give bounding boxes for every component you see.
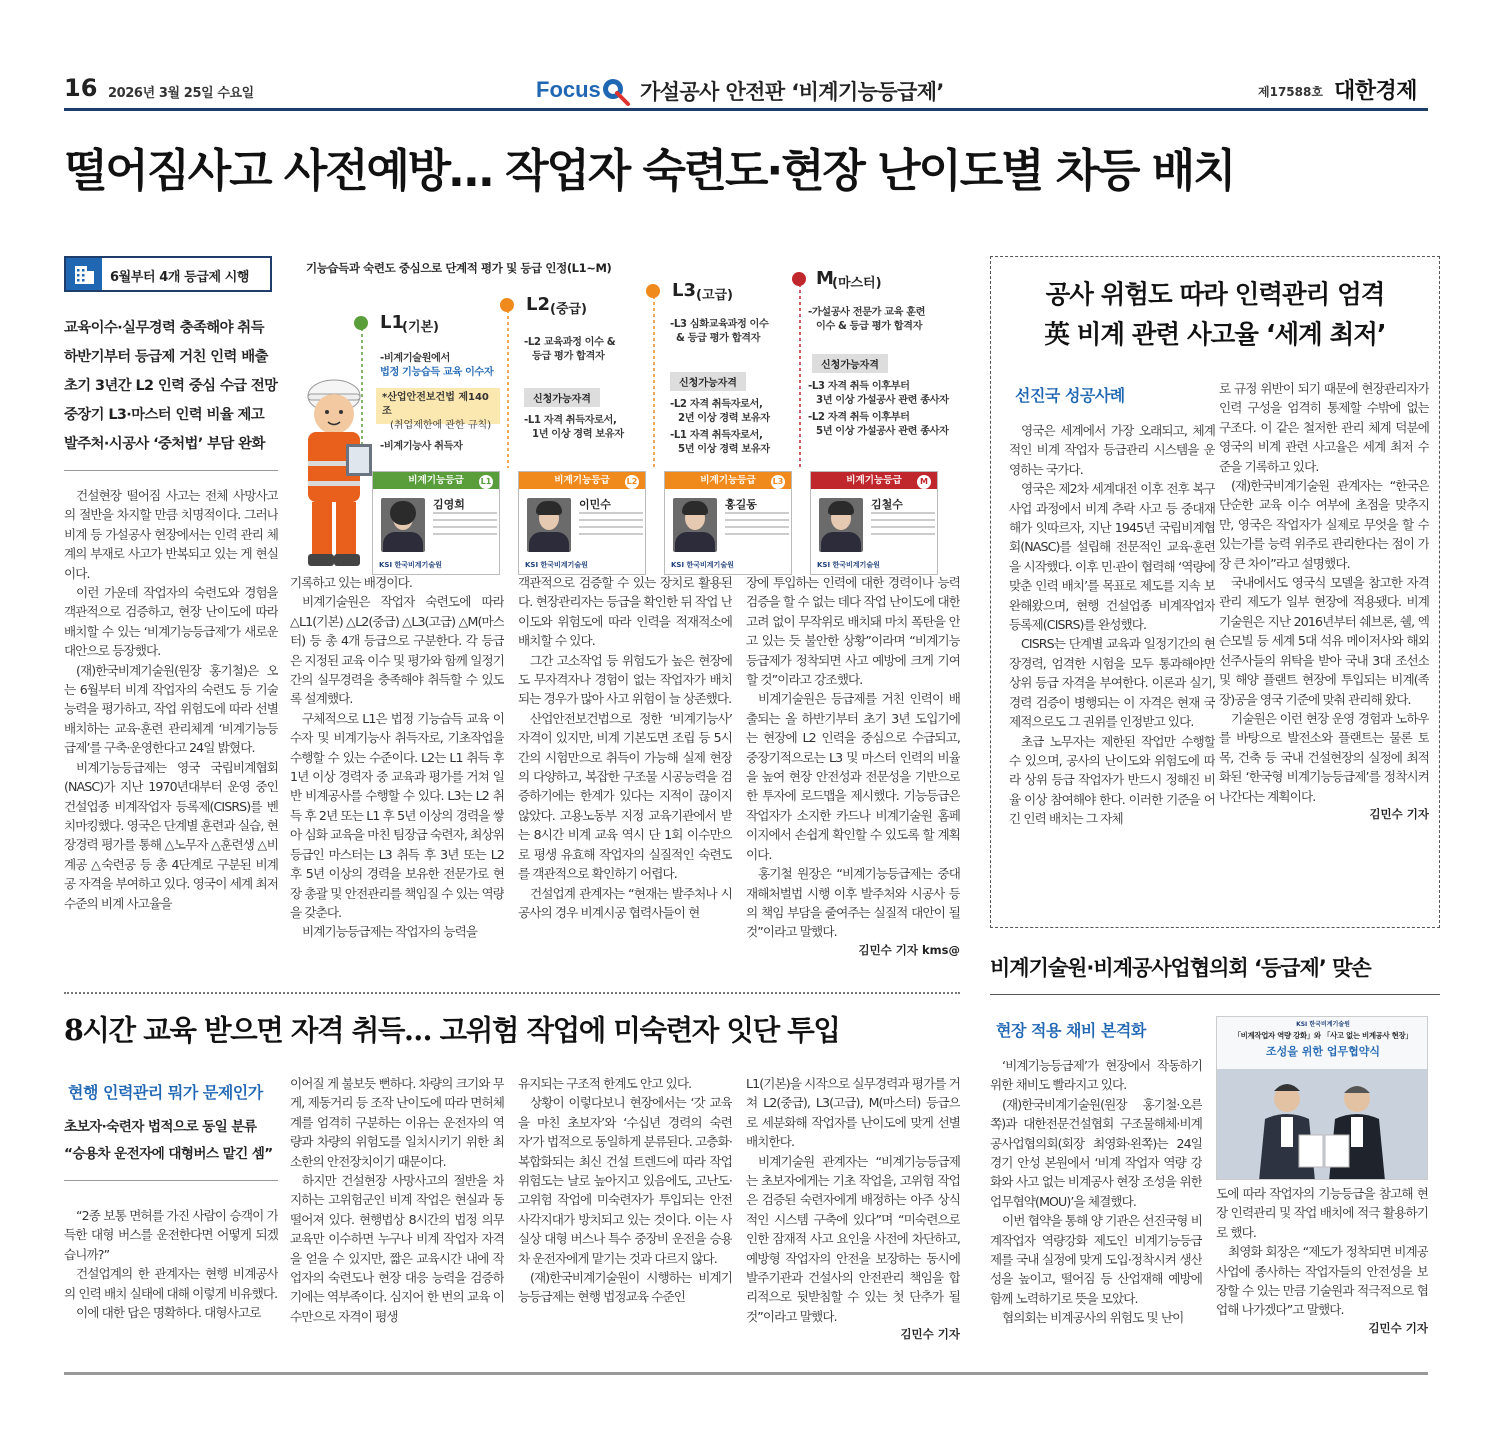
second-article-headline: 8시간 교육 받으면 자격 취득… 고위험 작업에 미숙련자 잇단 투입 — [64, 1013, 840, 1047]
card-badge: L2 — [625, 475, 639, 489]
issue-date: 2026년 3월 25일 수요일 — [108, 86, 254, 101]
photo-banner: KSI 한국비계기술원 「비계작업자 역량 강화」와 「사고 없는 비계공사 현장」 조성을 위한 업무협약식 — [1217, 1017, 1428, 1069]
level-code: M — [816, 268, 834, 289]
main-headline: 떨어짐사고 사전예방… 작업자 숙련도·현장 난이도별 차등 배치 — [64, 144, 1235, 197]
id-card-m — [810, 471, 938, 575]
card-name: 김철수 — [871, 498, 903, 511]
card-footer: KSI 한국비계기술원 — [379, 561, 442, 569]
uk-article-col2: 로 규정 위반이 되기 때문에 현장관리자가 인력 구성을 엄격히 통제할 수밖에 없는 구조다. 이 같은 철저한 관리 체계 덕분에 영국의 비계 관련 사고율은 세계 최저 수준을 기록하고 있다. (재)한국비계기술원 관계자는 “한국은 단순한 교육 이수 여부에 초점을 맞추지만, 영국은 작업자가 실제로 무엇을 할 수 있는가를 능력 위주로 관리한다는 점이 가장 큰 차이”라고 설명했다. 국내에서도 영국식 모델을 참고한 자격관리 제도가 일부 현장에 적용됐다. 비계기술원은 지난 2016년부터 쉐브론, 쉘, 엑슨모빌 등 세계 5대 석유 메이저사와 해외 선주사들의 위탁을 받아 국내 3대 조선소 및 해양 플랜트 현장에 투입되는 비계(족장)공을 영국 기준에 맞춰 관리해 왔다. 기술원은 이런 현장 운영 경험과 노하우를 바탕으로 발전소와 플랜트는 물론 토목, 건축 등 국내 건설현장의 실정에 최적화된 ‘한국형 비계기능등급제’를 정착시켜 나간다는 계획이다. 김민수 기자 — [1219, 381, 1429, 821]
section-logo: Focus — [536, 77, 601, 102]
card-header: 비계기능등급 — [665, 472, 791, 489]
section-label-text: 6월부터 4개 등급제 시행 — [110, 270, 250, 285]
level-code: L1 — [380, 312, 404, 333]
second-article-divider — [64, 992, 960, 994]
deck-line: 중장기 L3·마스터 인력 비율 제고 — [64, 407, 265, 423]
mou-article-col2: 도에 따라 작업자의 기능등급을 참고해 현장 인력관리 및 작업 배치에 적극 활용하기로 했다. 최영화 회장은 “제도가 정착되면 비계공사업에 종사하는 작업자들의 안전성을 보장할 수 있는 만큼 기술원과 적극적으로 협업해 나가겠다”고 말했다. 김민수 기자 — [1216, 1186, 1428, 1335]
deck-line: 하반기부터 등급제 거친 인력 배출 — [64, 349, 268, 365]
uk-article-box — [990, 256, 1440, 928]
level-l3-tag: 신청가능자격 — [670, 372, 746, 391]
uk-article-col1: 영국은 세계에서 가장 오래되고, 체계적인 비계 작업자 등급관리 시스템을 운영하는 국가다. 영국은 제2차 세계대전 이후 전후 복구 사업 과정에서 비계 추락 사고 등 중대재해가 잇따르자, 지난 1945년 국립비계협회(NASC)를 설립해 전문적인 교육·훈련을 시작했다. 이후 민·관이 협력해 ‘역량에 맞춘 인력 배치’를 목표로 제도를 지속 보완해왔으며, 현행 건설업종 비계작업자 등록제(CISRS)를 완성했다. CISRS는 단계별 교육과 일정기간의 현장경력, 엄격한 시험을 모두 통과해야만 상위 등급 자격을 부여한다. 이론과 실기, 경력 검증이 병행되는 이 자격은 현재 국제적으로도 그 권위를 인정받고 있다. 초급 노무자는 제한된 작업만 수행할 수 있으며, 공사의 난이도와 위험도에 따라 상위 등급 작업자가 반드시 정해진 비율 이상 참여해야 한다. 이러한 기준을 어긴 인력 배치는 그 자체 — [1009, 423, 1215, 827]
paper-name: 대한경제 — [1334, 79, 1418, 104]
level-code: L3 — [672, 280, 696, 301]
byline: 김민수 기자 — [1368, 1320, 1428, 1335]
byline: 김민수 기자 — [900, 1327, 960, 1342]
level-l2-desc: -L2 교육과정 이수 & 등급 평가 합격자 — [524, 337, 616, 362]
byline: 김민수 기자 — [1369, 806, 1429, 821]
card-name: 김영희 — [433, 498, 465, 511]
mou-article-subhead: 현장 적용 채비 본격화 — [996, 1021, 1146, 1040]
id-card-l2 — [518, 471, 646, 575]
signing-people-image — [1217, 1069, 1428, 1180]
level-l1-desc: -비계기술원에서 법정 기능습득 교육 이수자 — [380, 353, 494, 378]
second-article-col1: “2종 보통 면허를 가진 사람이 승객이 가득한 대형 버스를 운전한다면 어떻게 되겠습니까?” 건설업계의 한 관계자는 현행 비계공사의 인력 배치 실태에 대해 이렇게 비유했다. 이에 대한 답은 명확하다. 대형사고로 — [64, 1208, 278, 1321]
left-deck — [64, 314, 278, 459]
card-footer: KSI 한국비계기술원 — [671, 561, 734, 569]
card-info — [579, 512, 643, 540]
level-dot-icon — [646, 284, 660, 298]
mou-headline-rule — [990, 994, 1440, 995]
level-l2-tag: 신청가능자격 — [524, 388, 600, 407]
card-footer: KSI 한국비계기술원 — [817, 561, 880, 569]
level-l1-extra: -비계기능사 취득자 — [380, 441, 463, 452]
card-info — [433, 512, 497, 540]
level-l3-desc: -L3 심화교육과정 이수 & 등급 평가 합격자 — [670, 319, 769, 344]
deck-line: 교육이수·실무경력 충족해야 취득 — [64, 320, 264, 336]
level-name: (마스터) — [832, 276, 882, 291]
main-article-col4: 장에 투입하는 인력에 대한 경력이나 능력 검증을 할 수 없는 데다 작업 난이도에 대한 고려 없이 무작위로 배치돼 마치 폭탄을 안고 있는 듯 불안한 상황”이라며 “비계기능등급제가 정착되면 사고 예방에 크게 기여할 것”이라고 강조했다. 비계기술원은 등급제를 거친 인력이 배출되는 올 하반기부터 초기 3년 도입기에는 현장에 L2 인력을 중심으로 수급되고, 중장기적으로는 L3 및 마스터 인력의 비율을 높여 현장 안전성과 전문성을 기반으로 한 투자에 로드맵을 제시했다. 기능등급은 작업자가 소지한 카드나 비계기술원 홈페이지에서 손쉽게 확인할 수 있도록 할 계획이다. 홍기철 원장은 “비계기능등급제는 중대재해처벌법 시행 이후 발주처와 시공사 등의 책임 부담을 줄여주는 실질적 대안이 될 것”이라고 말했다. 김민수 기자 kms@ — [746, 575, 960, 957]
section-title: 가설공사 안전판 ‘비계기능등급제’ — [640, 80, 944, 104]
main-article-col1: 건설현장 떨어짐 사고는 전체 사망사고의 절반을 차지할 만큼 치명적이다. 그러나 비계 등 가설공사 현장에서는 인력 관리 체계의 부재로 사고가 반복되고 있는 게 현실이다. 이런 가운데 작업자의 숙련도와 경험을 객관적으로 검증하고, 현장 난이도에 따라 배치할 수 있는 ‘비계기능등급제’가 새로운 대안으로 등장했다. (재)한국비계기술원(원장 홍기철)은 오는 6월부터 비계 작업자의 숙련도 등 기술능력을 평가하고, 작업 위험도에 따라 선별 배치하는 교육·훈련 관리체계 ‘비계기능등급제’를 구축·운영한다고 24일 밝혔다. 비계기능등급제는 영국 국립비계협회(NASC)가 지난 1970년대부터 운영 중인 건설업종 비계작업자 등록제(CISRS)를 벤치마킹했다. 영국은 단계별 훈련과 실습, 현장경력 평가를 통해 △노무자 △훈련생 △비계공 △숙련공 등 총 4단계로 구분된 비계공 자격을 부여하고 있다. 영국이 세계 최저 수준의 비계 사고율을 — [64, 488, 278, 911]
card-photo — [381, 498, 425, 552]
level-m-tag: 신청가능자격 — [812, 354, 888, 373]
card-photo — [819, 498, 863, 552]
card-header: 비계기능등급 — [811, 472, 937, 489]
card-badge: L3 — [771, 475, 785, 489]
level-l3-quals: -L2 자격 취득자로서, 2년 이상 경력 보유자 -L1 자격 취득자로서, 5년 이상 경력 보유자 — [670, 399, 770, 455]
second-article-col2: 이어질 게 불보듯 뻔하다. 차량의 크기와 무게, 제동거리 등 조작 난이도에 따라 면허체계를 엄격히 구분하는 이유는 운전자의 역량과 차량의 위험도를 일치시키기 위한 최소한의 안전장치이기 때문이다. 하지만 건설현장 사망사고의 절반을 차지하는 고위험군인 비계 작업은 현실과 동떨어져 있다. 현행법상 8시간의 법정 의무교육만 이수하면 누구나 비계 작업자 자격을 얻을 수 있지만, 짧은 교육시간 내에 작업자의 숙련도나 현장 대응 능력을 검증하기에는 역부족이다. 심지어 한 번의 교육 이수만으로 자격이 평생 — [290, 1076, 504, 1324]
infographic-title: 기능습득과 숙련도 중심으로 단계적 평가 및 등급 인정(L1~M) — [306, 261, 612, 275]
card-info — [871, 512, 935, 540]
level-name: (중급) — [550, 302, 587, 317]
card-badge: M — [917, 475, 931, 489]
section-label-box — [64, 256, 272, 292]
level-code: L2 — [526, 294, 550, 315]
uk-article-title: 공사 위험도 따라 인력관리 엄격 英 비계 관련 사고율 ‘세계 최저’ — [1044, 280, 1386, 350]
card-name: 홍길동 — [725, 498, 757, 511]
deck-line: 초기 3년간 L2 인력 중심 수급 전망 — [64, 378, 278, 394]
card-header: 비계기능등급 — [373, 472, 499, 489]
card-photo — [527, 498, 571, 552]
level-m-desc: -가설공사 전문가 교육 훈련 이수 & 등급 평가 합격자 — [808, 307, 926, 332]
card-header: 비계기능등급 — [519, 472, 645, 489]
mou-article-col1: ‘비계기능등급제’가 현장에서 작동하기 위한 채비도 빨라지고 있다. (재)한국비계기술원(원장 홍기철·오른쪽)과 대한전문건설협회 구조물해체·비계공사업협의회(회장 최영화·왼쪽)는 24일 경기 안성 본원에서 ‘비계 작업자 역량 강화와 사고 없는 비계공사 현장 조성을 위한 업무협약(MOU)’을 체결했다. 이번 협약을 통해 양 기관은 선진국형 비계작업자 역량강화 제도인 비계기능등급제를 국내 실정에 맞게 도입·정착시켜 생산성을 높이고, 떨어짐 등 산업재해 예방에 함께 노력하기로 뜻을 모았다. 협의회는 비계공사의 위험도 및 난이 — [990, 1058, 1202, 1326]
card-name: 이민수 — [579, 498, 611, 511]
second-article-col3: 유지되는 구조적 한계도 안고 있다. 상황이 이렇다보니 현장에서는 ‘갓 교육을 마친 초보자’와 ‘수십년 경력의 숙련자’가 법적으로 동일하게 분류된다. 고층화·복합화되는 최신 건설 트렌드에 따라 작업 위험도는 날로 높아지고 있음에도, 고난도·고위험 작업에 미숙련자가 투입되는 안전 사각지대가 방치되고 있는 것이다. 이는 사실상 대형 버스나 특수 중장비 운전을 승용차 운전자에게 맡기는 것과 다르지 않다. (재)한국비계기술원이 시행하는 비계기능등급제는 현행 법정교육 수준인 — [518, 1076, 732, 1305]
level-name: (고급) — [696, 288, 733, 303]
level-l2-quals: -L1 자격 취득자로서, 1년 이상 경력 보유자 — [524, 415, 624, 440]
main-article-col3: 객관적으로 검증할 수 있는 장치로 활용된다. 현장관리자는 등급을 확인한 뒤 작업 난이도와 위험도에 따라 인력을 적재적소에 배치할 수 있다. 그간 고소작업 등 위험도가 높은 현장에도 무자격자나 경험이 없는 작업자가 배치되는 경우가 많아 사고 위험이 늘 상존했다. 산업안전보건법으로 정한 ‘비계기능사’ 자격이 있지만, 비계 기본도면 조립 등 5시간의 시험만으로 취득이 가능해 실제 현장의 다양하고, 복잡한 구조물 시공능력을 검증하기에는 한계가 있다는 지적이 끊이지 않았다. 고용노동부 지정 교육기관에서 받는 8시간 비계 교육 역시 단 1회 이수만으로 평생 유효해 작업자의 실질적인 숙련도를 객관적으로 확인하기 어렵다. 건설업계 관계자는 “현재는 발주처나 시공사의 경우 비계시공 협력사들이 현 — [518, 575, 732, 920]
mou-article-headline: 비계기술원·비계공사업협의회 ‘등급제’ 맞손 — [990, 956, 1371, 980]
card-photo — [673, 498, 717, 552]
uk-article-subhead: 선진국 성공사례 — [1015, 386, 1125, 405]
issue-number: 제17588호 — [1258, 85, 1323, 99]
main-article-col2: 기록하고 있는 배경이다. 비계기술원은 작업자 숙련도에 따라 △L1(기본) △L2(중급) △L3(고급) △M(마스터) 등 총 4개 등급으로 구분한다. 각 등급은 지정된 교육 이수 및 평가와 함께 일정기간의 실무경력을 충족해야 취득할 수 있도록 설계했다. 구체적으로 L1은 법정 기능습득 교육 이수자 및 비계기능사 취득자로, 기초작업을 수행할 수 있는 수준이다. L2는 L1 취득 후 1년 이상 경력자 중 교육과 평가를 거쳐 일반 비계공사를 수행할 수 있다. L3는 L2 취득 후 2년 또는 L1 후 5년 이상의 경력을 쌓아 심화 교육을 마친 팀장급 숙련자, 최상위 등급인 마스터는 L3 취득 후 3년 또는 L2 후 5년 이상의 경력을 보유한 전문가로 현장 총괄 및 안전관리를 책임질 수 있는 역량을 갖춘다. 비계기능등급제는 작업자의 능력을 — [290, 575, 504, 940]
card-info — [725, 512, 789, 540]
deck-divider — [64, 1180, 278, 1181]
level-dot-icon — [500, 298, 514, 312]
focus-search-icon — [600, 76, 632, 108]
id-card-l1 — [372, 471, 500, 575]
card-badge: L1 — [479, 475, 493, 489]
level-l1-law-box: *산업안전보건법 제140조 (취업제한에 관한 규칙) — [376, 388, 500, 424]
worker-illustration — [294, 366, 378, 571]
level-dot-icon — [792, 272, 806, 286]
second-article-subhead: 현행 인력관리 뭐가 문제인가 — [68, 1083, 263, 1102]
level-m-quals: -L3 자격 취득 이후부터 3년 이상 가설공사 관련 종사자 -L2 자격 취득 이후부터 5년 이상 가설공사 관련 종사자 — [808, 381, 949, 437]
deck-divider — [64, 470, 278, 471]
header-rule — [64, 108, 1428, 111]
mou-photo — [1216, 1016, 1428, 1180]
page-number: 16 — [64, 74, 98, 102]
second-article-col4: L1(기본)을 시작으로 실무경력과 평가를 거쳐 L2(중급), L3(고급), M(마스터) 등급으로 세분화해 작업자를 난이도에 맞게 선별 배치한다. 비계기술원 관계자는 “비계기능등급제는 초보자에게는 기초 작업을, 고위험 작업은 검증된 숙련자에게 배정하는 아주 상식적인 시스템 구축에 있다”며 “미숙련으로 인한 잠재적 사고 요인을 사전에 차단하고, 예방형 작업자의 안전을 보장하는 동시에 발주기관과 건설사의 안전관리 책임을 합리적으로 뒷받침할 수 있는 첫 단추가 될 것”이라고 말했다. 김민수 기자 — [746, 1076, 960, 1342]
level-name: (기본) — [402, 320, 439, 335]
second-article-deck: 초보자·숙련자 법적으로 동일 분류 “승용차 운전자에 대형버스 맡긴 셈” — [64, 1119, 273, 1162]
building-icon — [66, 258, 102, 290]
card-footer: KSI 한국비계기술원 — [525, 561, 588, 569]
bottom-rule — [64, 1372, 1428, 1375]
deck-line: 발주처·시공사 ‘중처법’ 부담 완화 — [64, 436, 265, 452]
id-card-l3 — [664, 471, 792, 575]
byline: 김민수 기자 kms@ — [858, 942, 960, 957]
level-dot-icon — [354, 316, 368, 330]
